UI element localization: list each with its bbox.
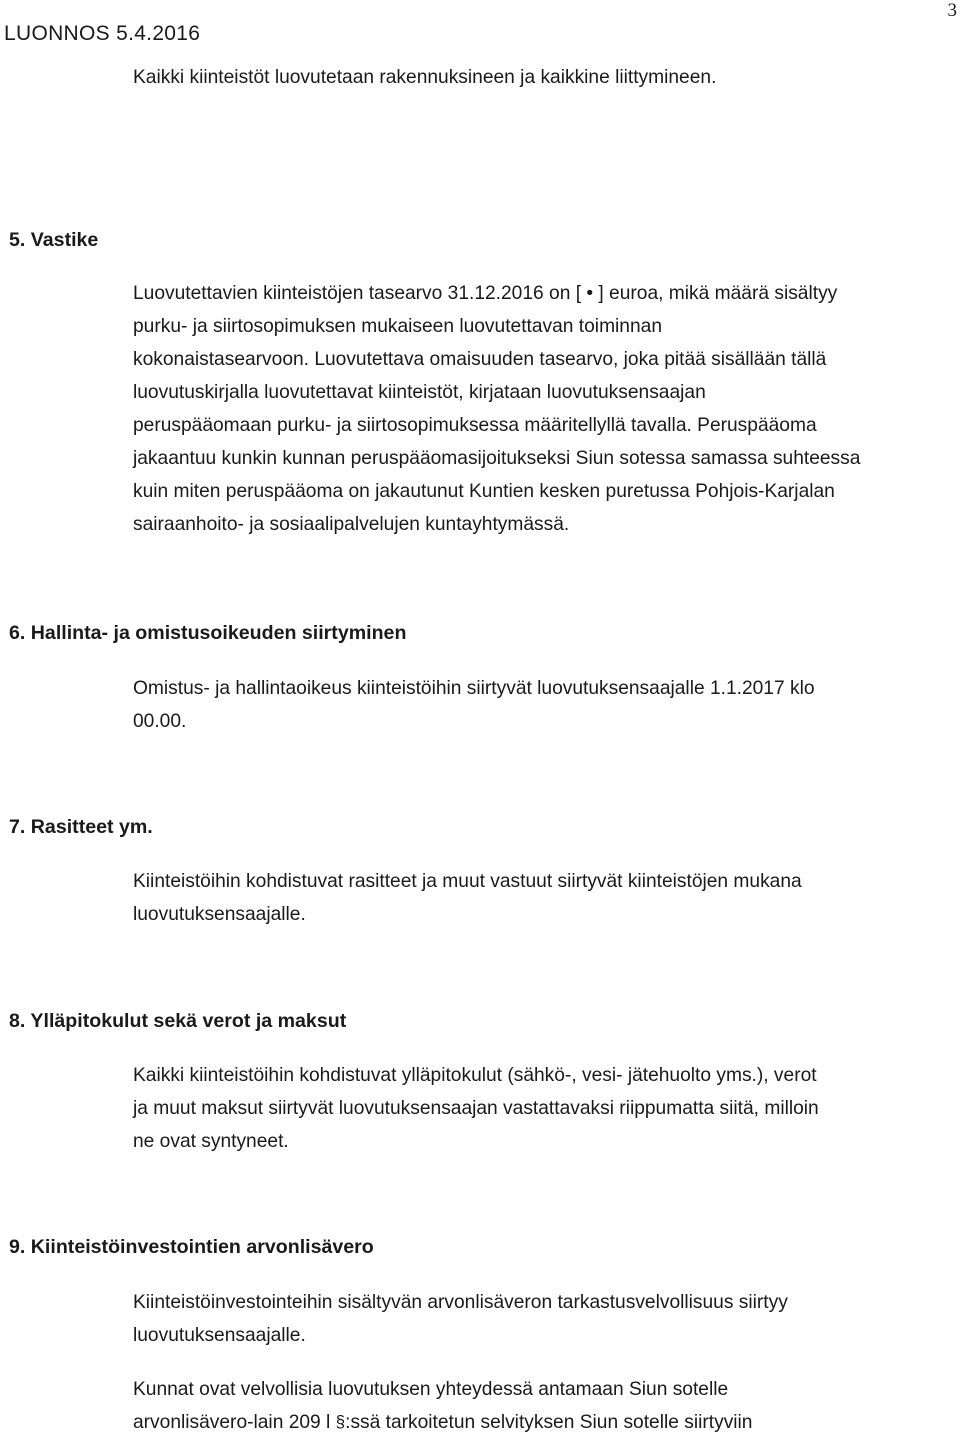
section-6-heading: 6. Hallinta- ja omistusoikeuden siirtyminen: [9, 622, 407, 644]
text-line: ne ovat syntyneet.: [133, 1131, 289, 1152]
text-line: luovutuksensaajalle.: [133, 1325, 306, 1346]
text-line: luovutuskirjalla luovutettavat kiinteistöt, kirjataan luovutuksensaajan: [133, 382, 706, 403]
text-fragment: :ssä tarkoitetun selvityksen Siun sotelle siirtyviin: [345, 1412, 753, 1433]
section-6-paragraph: [133, 672, 959, 738]
text-line: 00.00.: [133, 711, 187, 732]
text-line: kuin miten peruspääoma on jakautunut Kuntien kesken puretussa Pohjois-Karjalan: [133, 481, 835, 502]
section-7-paragraph: [133, 865, 959, 931]
text-line: kokonaistasearvoon. Luovutettava omaisuuden tasearvo, joka pitää sisällään tällä: [133, 349, 827, 370]
text-line: Kaikki kiinteistöihin kohdistuvat ylläpitokulut (sähkö-, vesi- jätehuolto yms.), verot: [133, 1065, 817, 1086]
section-8-paragraph: [133, 1059, 959, 1158]
text-line: [133, 1406, 959, 1439]
section-9-paragraph-2: [133, 1373, 959, 1439]
text-line: peruspääomaan purku- ja siirtosopimuksessa määritellyllä tavalla. Peruspääoma: [133, 415, 817, 436]
section-7-heading: 7. Rasitteet ym.: [9, 816, 153, 838]
text-line: Kiinteistöihin kohdistuvat rasitteet ja muut vastuut siirtyvät kiinteistöjen mukana: [133, 871, 802, 892]
intro-paragraph: [133, 61, 959, 94]
page-number: 3: [947, 0, 957, 21]
section-9-paragraph-1: [133, 1286, 959, 1352]
document-header: LUONNOS 5.4.2016: [4, 22, 201, 45]
section-5-paragraph: [133, 277, 959, 541]
text-line: Omistus- ja hallintaoikeus kiinteistöihin siirtyvät luovutuksensaajalle 1.1.2017 klo: [133, 678, 815, 699]
section-8-heading: 8. Ylläpitokulut sekä verot ja maksut: [9, 1010, 347, 1032]
text-line: Kunnat ovat velvollisia luovutuksen yhteydessä antamaan Siun sotelle: [133, 1379, 729, 1400]
text-line: Luovutettavien kiinteistöjen tasearvo 31.12.2016 on [ • ] euroa, mikä määrä sisältyy: [133, 283, 838, 304]
text-fragment: arvonlisävero-lain 209 l: [133, 1412, 336, 1433]
intro-line: Kaikki kiinteistöt luovutetaan rakennuksineen ja kaikkine liittymineen.: [133, 67, 717, 88]
section-symbol: §: [335, 1412, 346, 1431]
text-line: jakaantuu kunkin kunnan peruspääomasijoitukseksi Siun sotessa samassa suhteessa: [133, 448, 861, 469]
section-9-heading: 9. Kiinteistöinvestointien arvonlisävero: [9, 1236, 374, 1258]
text-line: ja muut maksut siirtyvät luovutuksensaajan vastattavaksi riippumatta siitä, milloin: [133, 1098, 819, 1119]
text-line: luovutuksensaajalle.: [133, 904, 306, 925]
text-line: sairaanhoito- ja sosiaalipalvelujen kuntayhtymässä.: [133, 514, 570, 535]
section-5-heading: 5. Vastike: [9, 229, 99, 251]
text-line: Kiinteistöinvestointeihin sisältyvän arvonlisäveron tarkastusvelvollisuus siirtyy: [133, 1292, 788, 1313]
text-line: purku- ja siirtosopimuksen mukaiseen luovutettavan toiminnan: [133, 316, 662, 337]
